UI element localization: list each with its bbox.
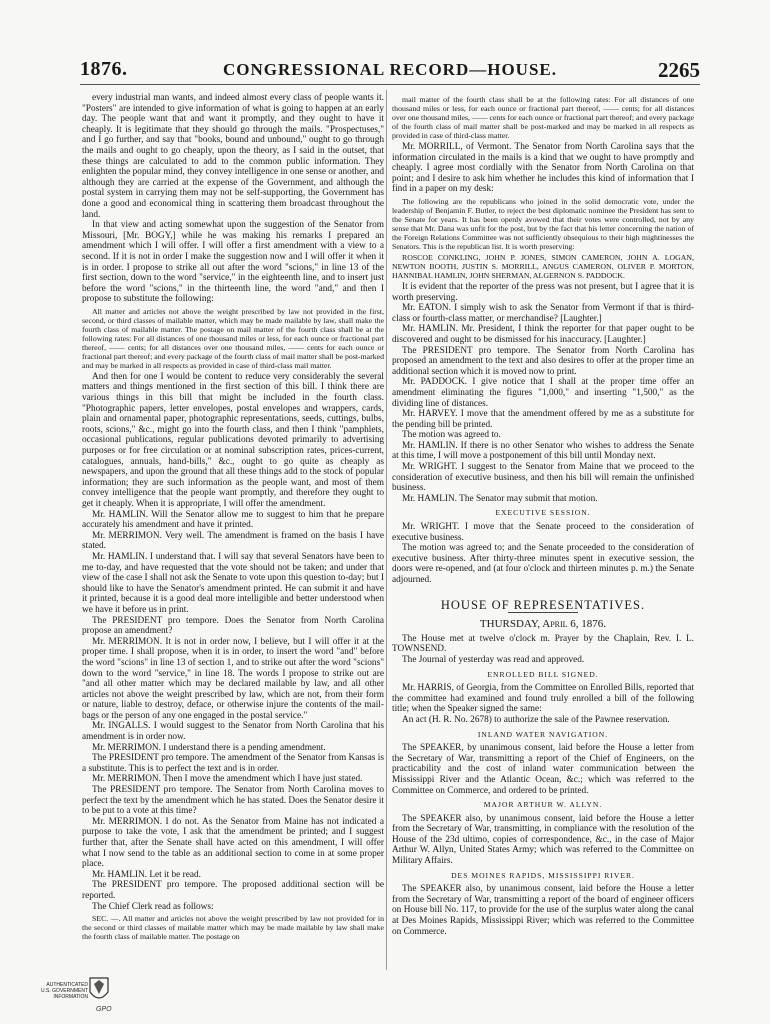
page-year: 1876. xyxy=(80,58,128,80)
paragraph: Mr. HAMLIN. Will the Senator allow me to suggest to him that he prepare accurately his amendment and have it printed. xyxy=(82,509,384,531)
paragraph: The PRESIDENT pro tempore. The proposed additional section will be reported. xyxy=(82,880,384,901)
quoted-text: ROSCOE CONKLING, JOHN P. JONES, SIMON CAMERON, JOHN A. LOGAN, NEWTON BOOTH, JUSTIN S. MORRILL, ANGUS CAMERON, OLIVER P. MORTON, HANNIBAL HAMLIN, JOHN SHERMAN, ALGERNON S. PADDOCK. xyxy=(392,252,694,280)
header-rule xyxy=(80,84,700,85)
paragraph: Mr. MERRIMON. It is not in order now, I believe, but I will offer it at the proper time. I shall propose, when it is in order, to insert the word "and" before the word "scions" in line 13 of section 1, and to strike out after the word "scions" down to the word "service," in line 18. The words I propose to strike out are "and all other matter which may be declared mailable by law, and all other articles not above the weight prescribed by law, which are not, from their form or nature, liable to destroy, deface, or otherwise injure the contents of the mail-bags or the person of any one engaged in the postal service." xyxy=(82,636,384,721)
quoted-text: SEC. —. All matter and articles not above the weight prescribed by law not provided for in the second or third classes of mailable matter which may be made mailable by law shall make the fourth class of mailable matter. The postage on xyxy=(82,914,384,942)
paragraph: Mr. MERRIMON. Then I move the amendment which I have just stated. xyxy=(92,774,363,785)
paragraph: The PRESIDENT pro tempore. The Senator from North Carolina moves to perfect the text by the amendment which he has stated. Does the Senator desire it to be put to a vote at this time? xyxy=(82,785,384,817)
quoted-text: The following are the republicans who joined in the solid democratic vote, under the leadership of Benjamin F. Butler, to reject the best diplomatic nominee the President has sent to the Senate for years. It has been openly avowed that their votes were controlled, not by any sense that Mr. Dana was unfit for the post, but by the fact that his letter concerning the nation of the Foreign Relations Committee was not sufficiently obsequious to their high mightinesses the Senators. This is the republican list. It is worth preserving: xyxy=(392,196,694,251)
paragraph: Mr. MORRILL, of Vermont. The Senator from North Carolina says that the information circulated in the mails is a kind that we ought to have promptly and cheaply. I agree most cordially with the Senator from North Carolina on that point; and I desire to ask him whether he includes this kind of information that I find in a paper on my desk: xyxy=(392,142,694,195)
quoted-text: All matter and articles not above the weight prescribed by law not provided in the first, second, or third classes of mailable matter, which may be made mailable by law, shall make the fourth class of mailable matter. The postage on mail matter of the fourth class shall be at the following rates: For all distances of one thousand miles or less, for each ounce or fractional part thereof, —— cents; for all distances over one thousand miles, —— cents for each ounce or fractional part thereof; and every package of the fourth class of mail matter shall be post-marked and may be marked in all respects as provided in case of third-class mail matter. xyxy=(82,306,384,370)
page-title: CONGRESSIONAL RECORD—HOUSE. xyxy=(222,60,557,79)
seal-line-2: U.S. GOVERNMENT xyxy=(41,988,88,994)
session-date: THURSDAY, April 6, 1876. xyxy=(479,618,607,631)
paragraph: Mr. EATON. I simply wish to ask the Senator from Vermont if that is third-class or fourth-class matter, or merchandise? [Laughter.] xyxy=(392,303,694,324)
seal-line-1: AUTHENTICATED xyxy=(46,982,88,988)
paragraph: The SPEAKER also, by unanimous consent, laid before the House a letter from the Secretary of War, transmitting, in compliance with the resolution of the House of the 23d ultimo, copies of correspondence, &c., in the case of Major Arthur W. Allyn, United States Army; which was referred to the Committee on Military Affairs. xyxy=(392,813,694,867)
column-divider xyxy=(386,90,387,970)
paragraph: It is evident that the reporter of the press was not present, but I agree that it is worth preserving. xyxy=(392,281,694,303)
paragraph: Mr. INGALLS. I would suggest to the Senator from North Carolina that his amendment is in order now. xyxy=(82,721,384,743)
heading-rule xyxy=(508,612,578,613)
paragraph: Mr. MERRIMON. I do not. As the Senator from Maine has not indicated a purpose to take the vote, I ask that the amendment be printed; and I suggest further that, after the Senate shall have acted on this amendment, I will offer what I now send to the table as an additional section to come in at some proper place. xyxy=(82,816,384,870)
paragraph: Mr. WRIGHT. I move that the Senate proceed to the consideration of executive business. xyxy=(392,522,694,543)
paragraph: The House met at twelve o'clock m. Prayer by the Chaplain, Rev. I. L. TOWNSEND. xyxy=(392,633,694,655)
seal-text xyxy=(28,982,88,1000)
subsection-heading: INLAND WATER NAVIGATION. xyxy=(477,729,609,739)
paragraph: Mr. HARRIS, of Georgia, from the Committee on Enrolled Bills, reported that the committee had examined and found truly enrolled a bill of the following title; when the Speaker signed the same: xyxy=(392,683,694,715)
paragraph: Mr. HAMLIN. Let it be read. xyxy=(92,869,201,880)
paragraph: Mr. PADDOCK. I give notice that I shall at the proper time offer an amendment eliminating the figures "1,000," and inserting "1,500," as the dividing line of distances. xyxy=(392,377,694,409)
paragraph: Mr. HAMLIN. I understand that. I will say that several Senators have been to me to-day, and have requested that the vote should not be taken; and under that view of the case I shall not ask the Senate to vote upon this question to-day; but I should like to have the Senator's amendment printed. He can submit it and have it printed, because it is a good deal more intelligible and better understood when we have it before us in print. xyxy=(82,551,384,615)
paragraph: The PRESIDENT pro tempore. The amendment of the Senator from Kansas is a substitute. This is to perfect the text and is in order. xyxy=(82,753,384,774)
seal-line-3: INFORMATION xyxy=(53,994,88,1000)
paragraph: The PRESIDENT pro tempore. The Senator from North Carolina has proposed an amendment to the text and also desires to offer at the proper time an additional section which it is moved now to print. xyxy=(392,345,694,377)
subsection-heading: ENROLLED BILL SIGNED. xyxy=(487,669,599,679)
left-column xyxy=(82,93,384,969)
paragraph: And then for one I would be content to reduce very considerably the several matters and things mentioned in the first section of this bill. I think there are various things in this bill that might be included in the fourth class. "Photographic papers, letter envelopes, postal envelopes and wrappers, cards, plain and ornamental paper, photographic representations, seeds, cuttings, bulbs, roots, scions," &c., might go into the fourth class, and then I think "pamphlets, occasional publications, regular publications devoted primarily to advertising purposes or for free circulation or at nominal subscription rates, prices-current, catalogues, annuals, hand-bills," &c., ought to go quite as cheaply as newspapers, and upon the ground that all these things add to the stock of popular information; they are such information as the people want, and most of them convey intelligence that the people want promptly, and therefore they ought to get it cheaply. When it is appropriate, I will offer the amendment. xyxy=(82,371,384,509)
eagle-seal-icon xyxy=(86,974,112,1008)
page-number: 2265 xyxy=(658,58,700,82)
subsection-heading: DES MOINES RAPIDS, MISSISSIPPI RIVER. xyxy=(451,870,635,880)
paragraph: The Chief Clerk read as follows: xyxy=(92,901,214,912)
paragraph: The PRESIDENT pro tempore. Does the Senator from North Carolina propose an amendment? xyxy=(82,615,384,637)
paragraph: Mr. MERRIMON. I understand there is a pending amendment. xyxy=(92,742,326,753)
quoted-text: mail matter of the fourth class shall be at the following rates: For all distances of one thousand miles or less, for each ounce or fractional part thereof, —— cents; for all distances over one thousand miles, —— cents for each ounce or fractional part thereof; and every package of the fourth class of mail matter shall be post-marked and may be marked in all respects as provided in case of third-class matter. xyxy=(392,95,694,140)
paragraph: Mr. HAMLIN. If there is no other Senator who wishes to address the Senate at this time, I will move a postponement of this bill until Monday next. xyxy=(392,440,694,462)
gpo-authentication-seal xyxy=(28,972,114,1018)
section-heading-house: HOUSE OF REPRESENTATIVES. xyxy=(440,597,646,612)
paragraph: every industrial man wants, and indeed almost every class of people wants it. "Posters" are intended to give information of what is going to happen at an early day. The people want that and want it promptly, and they ought to have it cheaply. It is legitimate that they should go through the mails. "Prospectuses," and I go further, and say that "books, bound and unbound," ought to go through the mails and ought to go cheaply, upon the theory, as I said in the outset, that these things are calculated to add to the common public information. They enlighten the popular mind, they convey intelligence in one sense or another, and although they are carried at the expense of the Government, and although the postal system in carrying them may not be self-supporting, the Government has done a good and economical thing in scattering them broadcast throughout the land. xyxy=(82,93,384,220)
subsection-heading: EXECUTIVE SESSION. xyxy=(495,508,591,518)
paragraph: Mr. WRIGHT. I suggest to the Senator from Maine that we proceed to the consideration of executive business, and then his bill will remain the unfinished business. xyxy=(392,462,694,494)
paragraph: Mr. HARVEY. I move that the amendment offered by me as a substitute for the pending bill be printed. xyxy=(392,409,694,430)
paragraph: The Journal of yesterday was read and approved. xyxy=(402,654,585,665)
right-column xyxy=(392,93,694,969)
paragraph: In that view and acting somewhat upon the suggestion of the Senator from Missouri, [Mr. BOGY,] while he was making his remarks I prepared an amendment which I will offer. I will offer a first amendment with a view to a second. If it is not in order I make the suggestion now and I will offer it when it is in order. I propose to strike all out after the word "scions," in line 13 of the first section, down to the word "service," in the eighteenth line, and to insert just before the word "scions," in the thirteenth line, the word "and," and then I propose to substitute the following: xyxy=(82,220,384,305)
gpo-mark: GPO xyxy=(96,1006,112,1013)
paragraph: Mr. MERRIMON. Very well. The amendment is framed on the basis I have stated. xyxy=(82,530,384,552)
paragraph: Mr. HAMLIN. Mr. President, I think the reporter for that paper ought to be discovered and ought to be dismissed for his inaccuracy. [Laughter.] xyxy=(392,324,694,345)
page-header xyxy=(80,58,700,84)
paragraph: The motion was agreed to. xyxy=(402,430,501,441)
paragraph: An act (H. R. No. 2678) to authorize the sale of the Pawnee reservation. xyxy=(402,714,670,725)
paragraph: The SPEAKER also, by unanimous consent, laid before the House a letter from the Secretary of War, transmitting a report of the board of engineer officers on House bill No. 117, to provide for the use of the surplus water along the canal at Des Moines Rapids, Mississippi River; which was referred to the Committee on Commerce. xyxy=(392,884,694,937)
paragraph: Mr. HAMLIN. The Senator may submit that motion. xyxy=(402,493,598,504)
paragraph: The SPEAKER, by unanimous consent, laid before the House a letter from the Secretary of War, transmitting a report of the Chief of Engineers, on the practicability and the cost of inland water communication between the Mississippi River and the Atlantic Ocean, &c.; which was referred to the Committee on Commerce, and ordered to be printed. xyxy=(392,743,694,796)
subsection-heading: MAJOR ARTHUR W. ALLYN. xyxy=(483,800,603,810)
paragraph: The motion was agreed to; and the Senate proceeded to the consideration of executive business. After thirty-three minutes spent in executive session, the doors were re-opened, and (at four o'clock and thirteen minutes p. m.) the Senate adjourned. xyxy=(392,543,694,585)
